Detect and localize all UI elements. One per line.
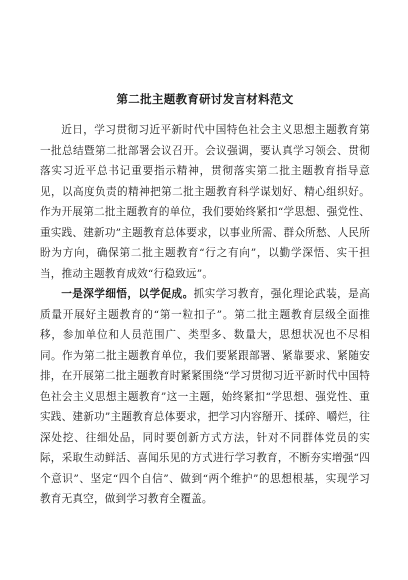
- paragraph-point-one-lead: 一是深学细悟，以学促成。: [61, 288, 194, 300]
- paragraph-intro-text: 近日，学习贯彻习近平新时代中国特色社会主义思想主题教育第一批总结暨第二批部署会议召开。会议强调，要认真学习领会、贯彻落实习近平总书记重要指示精神，贯彻落实第二批主题教育指导意见，以高度负责的精神把第二批主题教育科学谋划好、精心组织好。作为开展第二批主题教育的单位，我们要始终紧扣“学思想、强党性、重实践、建新功”主题教育总体要求，以事业所需、群众所愁、人民所盼为方向，确保第二批主题教育“行之有向”，以勤学深悟、实干担当，推动主题教育成效“行稳致远”。: [40, 124, 370, 280]
- document-title: 第二批主题教育研讨发言材料范文: [116, 92, 294, 106]
- document-page: [40, 92, 370, 510]
- paragraph-point-one: [40, 284, 370, 510]
- paragraph-intro: [40, 120, 370, 284]
- paragraph-point-one-text: 抓实学习教育，强化理论武装，是高质量开展好主题教育的“第一粒扣子”。第二批主题教育层级全面推移，参加单位和人员范围广、类型多、数量大，思想状况也不尽相同。作为第二批主题教育单位，我们要紧跟部署、紧靠要求、紧随安排，在开展第二批主题教育时紧紧围绕“学习贯彻习近平新时代中国特色社会主义思想主题教育”这一主题，始终紧扣“学思想、强党性、重实践、建新功”主题教育总体要求，把学习内容掰开、揉碎、嚼烂，往深处挖、往细处品，同时要创新方式方法，针对不同群体党员的实际，采取生动鲜活、喜闻乐见的方式进行学习教育，不断夯实增强“四个意识”、坚定“四个自信”、做到“两个维护”的思想根基，实现学习教育无真空，做到学习教育全覆盖。: [40, 288, 370, 505]
